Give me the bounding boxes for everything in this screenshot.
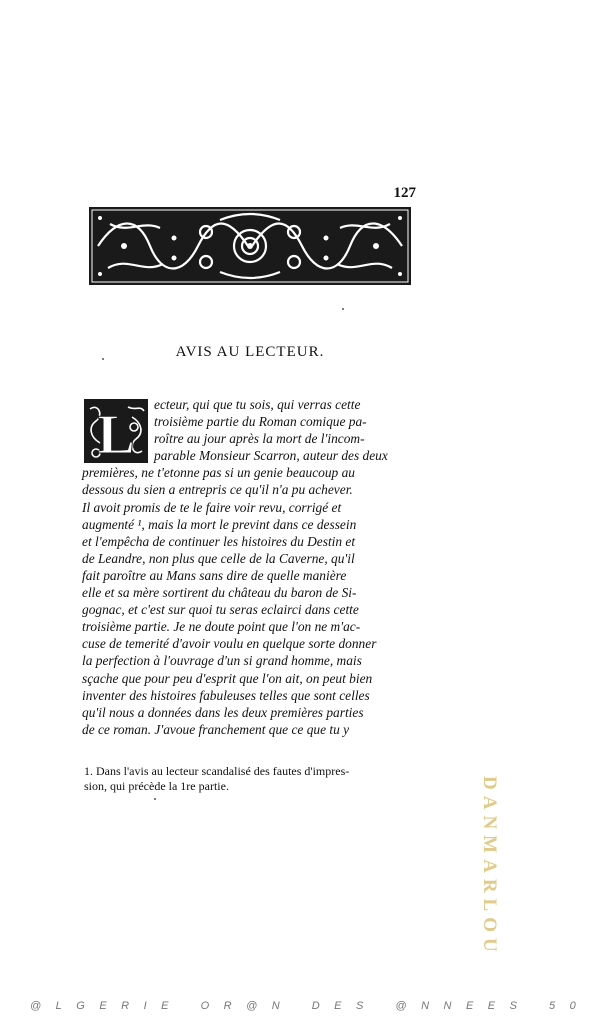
body-line: sçache que pour peu d'esprit que l'on ait, on peut bien — [82, 670, 373, 686]
print-speck — [342, 308, 344, 310]
body-line: fait paroître au Mans sans dire de quelle manière — [82, 567, 347, 583]
body-line: elle et sa mère sortirent du château du baron de Si- — [82, 585, 357, 601]
body-line: inventer des histoires fabuleuses telles que sont celles — [82, 687, 370, 703]
body-line: la perfection à l'ouvrage d'un si grand homme, mais — [82, 653, 362, 669]
body-line: ecteur, qui que tu sois, qui verras cette — [154, 397, 361, 412]
page-number: 127 — [393, 185, 416, 201]
watermark: DANMARLOU — [479, 776, 500, 958]
decorative-headpiece-ornament — [88, 206, 412, 286]
body-line: premières, ne t'etonne pas si un genie beaucoup au — [82, 465, 355, 481]
body-line: troisième partie. Je ne doute point que l'on ne m'ac- — [82, 619, 361, 635]
body-line: parable Monsieur Scarron, auteur des deux — [154, 448, 388, 464]
body-line: et l'empêcha de continuer les histoires du Destin et — [82, 533, 356, 549]
body-line: gognac, et c'est sur quoi tu seras eclairci dans cette — [82, 602, 359, 618]
footnote-line: 1. Dans l'avis au lecteur scandalisé des fautes d'impres- — [84, 764, 350, 778]
print-speck — [102, 358, 104, 360]
body-line: Il avoit promis de te le faire voir revu, corrigé et — [82, 499, 342, 515]
body-line: cuse de temerité d'avoir voulu en quelque sorte donner — [82, 636, 377, 652]
body-line: de ce roman. J'avoue franchement que ce que tu y — [82, 721, 350, 737]
print-speck — [154, 798, 156, 800]
body-line: roître au jour après la mort de l'incom- — [154, 431, 365, 447]
body-text — [82, 396, 414, 738]
page-heading: AVIS AU LECTEUR. — [175, 344, 325, 360]
footer-caption: @LGERIE OR@N DES @NNEES 50 — [30, 1000, 590, 1012]
body-line: de Leandre, non plus que celle de la Caverne, qu'il — [82, 550, 355, 566]
body-line: augmenté ¹, mais la mort le prevint dans ce dessein — [82, 516, 357, 532]
dropcap-letter: L — [97, 404, 135, 466]
footnote — [84, 764, 414, 794]
body-line: dessous du sien a entrepris ce qu'il n'a pu achever. — [82, 482, 353, 498]
footnote-line: sion, qui précède la 1re partie. — [84, 779, 229, 793]
body-line: troisième partie du Roman comique pa- — [154, 414, 367, 430]
body-line: qu'il nous a données dans les deux premières parties — [82, 704, 364, 720]
